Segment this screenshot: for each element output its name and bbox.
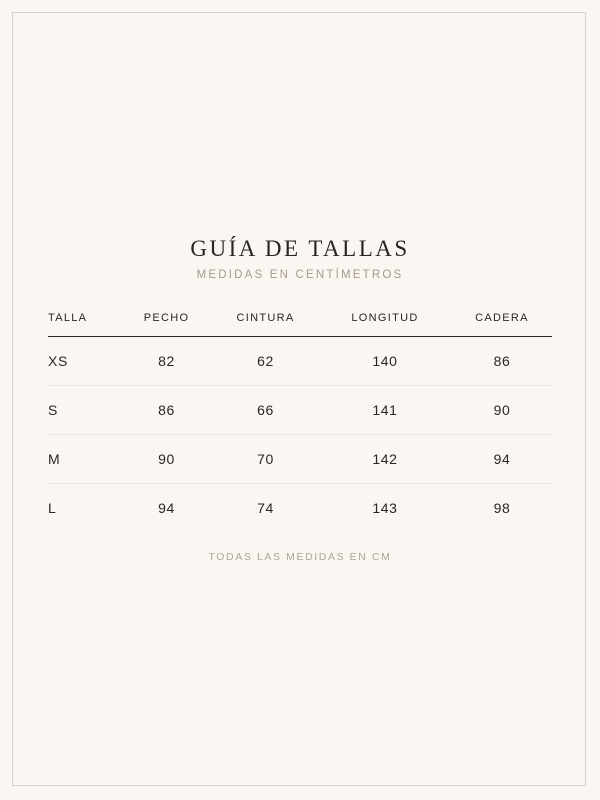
cell-longitud: 140 (318, 337, 452, 386)
cell-cadera: 86 (452, 337, 552, 386)
column-header-talla: TALLA (48, 300, 120, 337)
cell-cintura: 66 (213, 386, 318, 435)
column-header-pecho: PECHO (120, 300, 213, 337)
cell-longitud: 143 (372, 500, 398, 516)
table-row (48, 435, 552, 484)
size-table (48, 300, 552, 532)
page-subtitle: MEDIDAS EN CENTÍMETROS (196, 269, 404, 281)
cell-pecho: 90 (120, 435, 213, 484)
page-title: GUÍA DE TALLAS (190, 236, 410, 261)
column-header-longitud: LONGITUD (318, 300, 452, 337)
cell-longitud: 141 (318, 386, 452, 435)
cell-cintura: 62 (213, 337, 318, 386)
table-row (48, 337, 552, 386)
cell-size: XS (48, 337, 120, 386)
cell-cadera: 98 (493, 500, 511, 516)
table-row (48, 386, 552, 435)
cell-pecho: 86 (120, 386, 213, 435)
cell-cintura: 74 (257, 500, 274, 516)
table-header-row (48, 300, 552, 337)
cell-size: L (48, 500, 57, 516)
cell-cintura: 70 (213, 435, 318, 484)
column-header-cadera: CADERA (452, 300, 552, 337)
cell-size: S (48, 386, 120, 435)
table-row (48, 484, 552, 533)
cell-longitud: 142 (318, 435, 452, 484)
footnote: TODAS LAS MEDIDAS EN CM (208, 551, 392, 563)
column-header-cintura: CINTURA (213, 300, 318, 337)
cell-cadera: 94 (452, 435, 552, 484)
cell-size: M (48, 435, 120, 484)
cell-cadera: 90 (452, 386, 552, 435)
cell-pecho: 82 (120, 337, 213, 386)
cell-pecho: 94 (158, 500, 175, 516)
